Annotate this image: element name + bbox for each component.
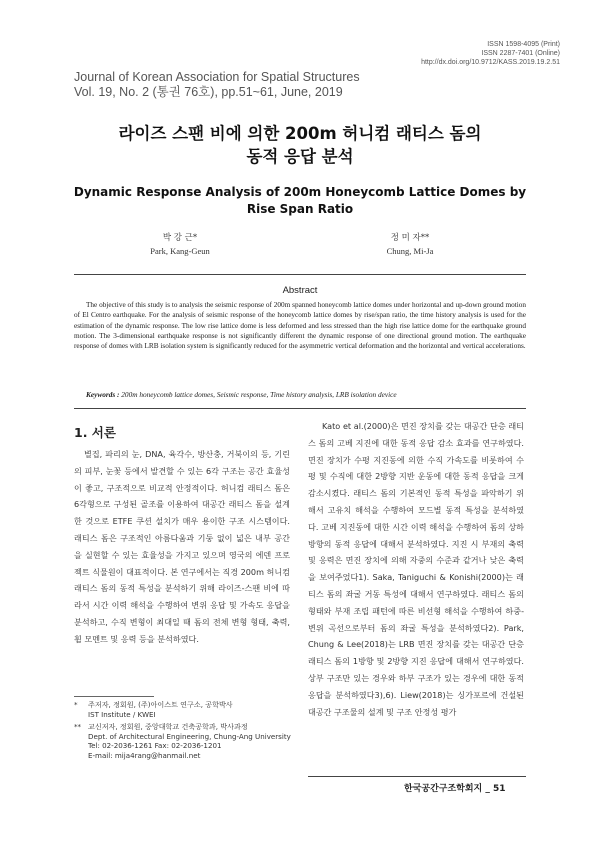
title-korean-line2: 동적 응답 분석 — [246, 147, 354, 166]
title-korean-line1: 라이즈 스팬 비에 의한 200m 허니컴 래티스 돔의 — [118, 124, 482, 143]
footnote-line: 교신저자, 정회원, 중앙대학교 건축공학과, 박사과정 — [88, 722, 248, 732]
footnote-mark: * — [74, 700, 78, 709]
issn-block — [421, 40, 560, 67]
footnote-mark: ** — [74, 722, 82, 732]
intro-left-column: 별집, 파리의 눈, DNA, 육각수, 방산충, 거북이의 등, 기린의 피부, 눈꽃 등에서 발견할 수 있는 6각 구조는 공간 효율성이 좋고, 구조적으로 비교적 안정적이다. 허니컴 래티스 돔은 6각형으로 구성된 골조를 이용하여 대공간 래티스 돔을 설계한 것으로 ETFE 쿠션 설치가 매우 용이한 구조 시스템이다. 래티스 돔은 구조적인 아름다움과 기둥 없이 넓은 내부 공간을 실현할 수 있는 효율성을 가지고 있으며 영국의 에덴 프로젝트 식물원이 대표적이다. 본 연구에서는 직경 200m 허니컴 래티스 돔의 동적 특성을 분석하기 위해 라이즈-스팬 비에 따라서 시간 이력 해석을 수행하여 변위 응답 및 가속도 응답을 분석하고, 수직 변형이 최대일 때 돔의 전체 변형 형태, 축력, 휨 모멘트 및 응력 등을 분석하였다. — [74, 449, 290, 644]
keywords-list: 200m honeycomb lattice domes, Seismic response, Time history analysis, LRB isolation device — [121, 390, 397, 399]
author-1-english: Park, Kang-Geun — [150, 246, 210, 256]
author-1 — [120, 232, 240, 258]
abstract-top-rule — [74, 274, 526, 275]
footnote-line: Dept. of Architectural Engineering, Chung-Ang University — [88, 731, 291, 741]
footnote-email: E-mail: mija4rang@hanmail.net — [88, 750, 201, 760]
page-footer: 한국공간구조학회지 _ 51 — [404, 784, 506, 794]
author-2 — [350, 232, 470, 258]
doi-link[interactable]: http://dx.doi.org/10.9712/KASS.2019.19.2.51 — [421, 59, 560, 66]
title-english-line1: Dynamic Response Analysis of 200m Honeycomb Lattice Domes by — [73, 185, 527, 199]
section-heading-introduction: 1. 서론 — [74, 425, 116, 440]
footnotes — [74, 700, 294, 761]
title-korean — [0, 122, 600, 168]
title-english — [0, 184, 600, 218]
footnote-line: 주저자, 정회원, (주)아이스트 연구소, 공학박사 — [88, 700, 233, 709]
journal-header — [74, 70, 360, 100]
abstract-text: The objective of this study is to analysis the seismic response of 200m spanned honeycomb lattice domes under horizontal and up-down ground motion of El Centro earthquake. For the analysis of seismic response of the honeycomb lattice domes by rise/span ratio, the time history analysis is used for the estimation of the dynamic response. The low rise lattice dome is less deformed and less stressed than the high rise lattice dome for the earthquake ground motion. The 3-dimensional earthquake response is not significantly different the dynamic response of one directional ground motion. The earthquake response of domes with LRB isolation system is significantly reduced for the asymmetric vertical deformation and the horizontal and vertical accelerations. — [74, 301, 526, 351]
author-2-english: Chung, Mi-Ja — [386, 246, 434, 256]
footnote-rule — [74, 696, 154, 697]
issn-print: ISSN 1598-4095 (Print) — [487, 41, 560, 48]
keywords — [86, 390, 397, 399]
footnote-line: Tel: 02-2036-1261 Fax: 02-2036-1201 — [88, 741, 222, 751]
footnote-line: IST Institute / KWEI — [88, 709, 156, 719]
keywords-label: Keywords : — [86, 390, 120, 399]
author-1-korean: 박 강 근* — [162, 233, 198, 243]
footer-rule — [308, 776, 526, 777]
intro-right-column: Kato et al.(2000)은 면진 장치를 갖는 대공간 단층 래티스 돔의 고베 지진에 대한 동적 응답 감소 효과를 연구하였다. 면진 장치가 수평 지진동에 의한 수직 가속도를 비롯하여 수평 및 수직에 대한 2방향 지반 운동에 대한 동적 응답을 크게 감소시켰다. 래티스 돔의 기본적인 동적 특성을 파악하기 위해서 고유치 해석을 수행하여 모드별 동적 특성을 분석하였다. 고베 지진동에 대한 시간 이력 해석을 수행하여 돔의 상하 방향의 동적 응답에 대해서 분석하였다. 지진 시 부재의 축력 및 응력은 면진 장치에 의해 자중의 수준과 같거나 낮은 축력을 보여주었다1). Saka, Taniguchi & Konishi(2000)는 래티스 돔의 좌굴 거동 특성에 대해서 연구하였다. 래티스 돔의 형태와 부재 조립 패턴에 따른 비선형 해석을 수행하여 하중-변위 곡선으로부터 돔의 좌굴 특성을 분석하였다2). Park, Chung & Lee(2018)는 LRB 면진 장치를 갖는 대공간 단층 래티스 돔의 1방향 및 2방향 지진 응답에 대해서 연구하였다. 상부 구조만 있는 경우와 하부 구조가 있는 경우에 대한 동적 응답을 분석하였다3),6). Liew(2018)는 싱가포르에 건설된 대공간 구조물의 설계 및 구조 안정성 평가 — [308, 421, 524, 717]
footnote-author-2 — [74, 722, 294, 760]
footnote-author-1 — [74, 700, 294, 719]
author-2-korean: 정 미 자** — [390, 233, 430, 243]
journal-name: Journal of Korean Association for Spatial Structures — [74, 70, 360, 84]
volume-info: Vol. 19, No. 2 (통권 76호), pp.51~61, June, 2019 — [74, 85, 343, 99]
abstract-heading: Abstract — [282, 285, 318, 296]
title-english-line2: Rise Span Ratio — [246, 202, 354, 216]
issn-online: ISSN 2287-7401 (Online) — [481, 50, 560, 57]
abstract-bottom-rule — [74, 408, 526, 409]
